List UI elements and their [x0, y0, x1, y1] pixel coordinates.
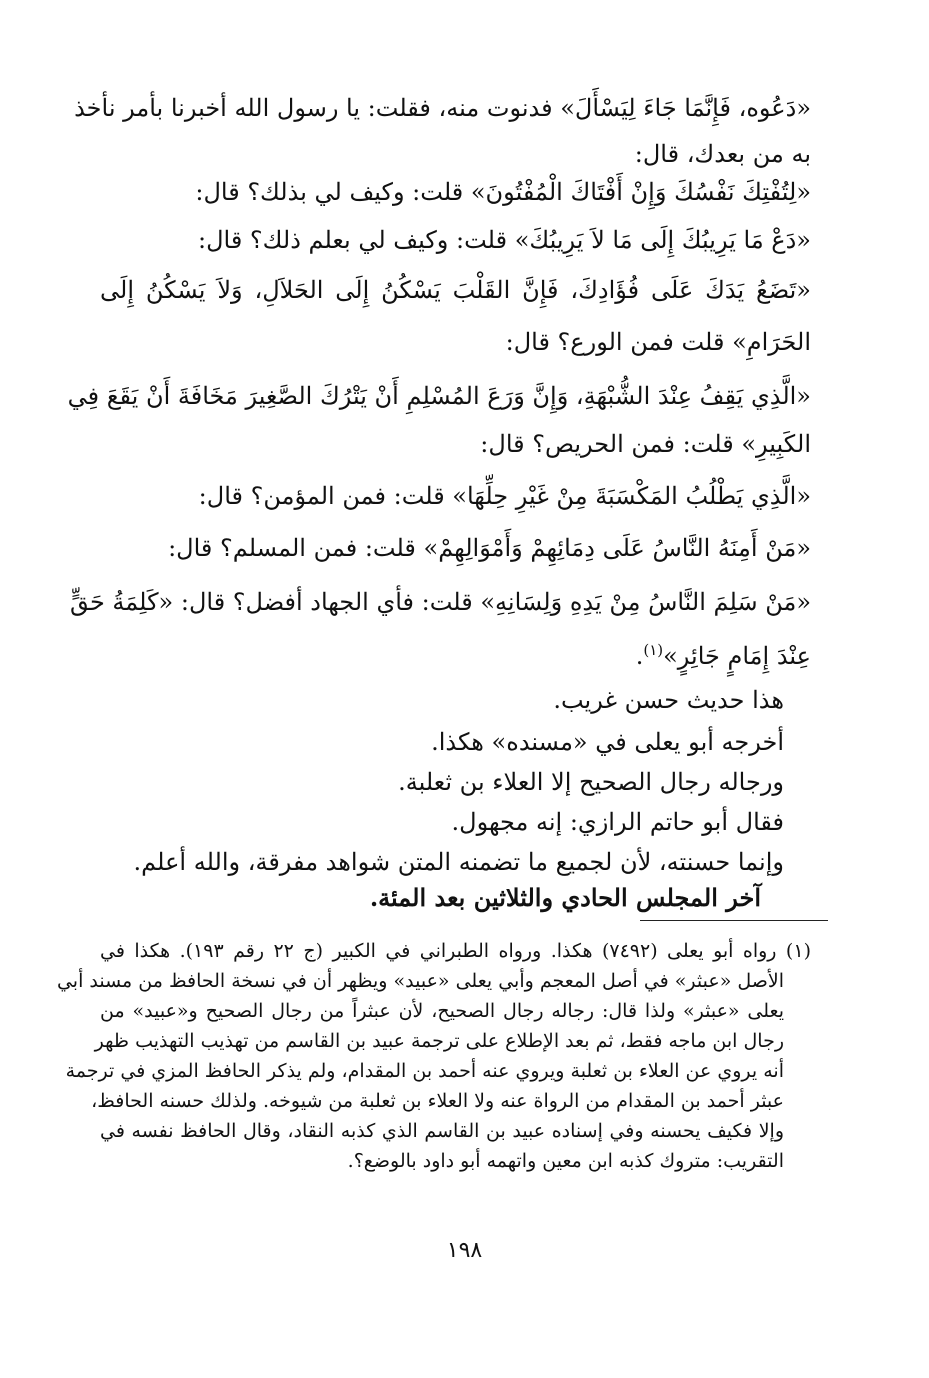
body-line: «دَعُوه، فَإِنَّمَا جَاءَ لِيَسْأَلَ» فدنوت منه، فقلت: يا رسول الله أخبرنا بأمر نأخذ	[74, 94, 811, 122]
body-line-with-footnote-ref	[636, 632, 811, 674]
footnote-ref: (١)	[643, 641, 664, 659]
closing-heading: آخر المجلس الحادي والثلاثين بعد المئة.	[369, 883, 761, 912]
footnote-line: الأصل «عبثر» في أصل المعجم وأبي يعلى «عبيد» ويظهر أن في نسخة الحافظ من مسند أبي	[56, 970, 784, 992]
footnote-line: رجال ابن ماجه فقط، ثم بعد الإطلاع على ترجمة عبيد بن القاسم من تهذيب التهذيب ظهر	[94, 1030, 784, 1052]
footnote-line: التقريب: متروك كذبه ابن معين واتهمه أبو داود بالوضع؟.	[347, 1150, 784, 1172]
body-line: ورجاله رجال الصحيح إلا العلاء بن ثعلبة.	[398, 768, 784, 796]
footnote-separator	[640, 920, 828, 921]
footnote-line: أنه يروي عن العلاء بن ثعلبة ويروي عنه أحمد بن المقدام، ولم يذكر الحافظ المزي في ترجمة	[65, 1060, 784, 1082]
body-line: «الَّذِي يَقِفُ عِنْدَ الشُّبْهَةِ، وَإِنَّ وَرَعَ المُسْلِمِ أَنْ يَتْرُكَ الصَّغِيرَ مَخَافَةَ أَنْ يَقَعَ فِي	[67, 382, 811, 410]
body-line: به من بعدك، قال:	[634, 140, 811, 168]
body-line: «الَّذِي يَطْلُبُ المَكْسَبَةَ مِنْ غَيْرِ حِلِّهَا» قلت: فمن المؤمن؟ قال:	[198, 482, 811, 510]
footnote-line: عبثر أحمد بن المقدام من الرواة عنه ولا العلاء بن ثعلبة من شيوخه. ولذلك حسنه الحافظ،	[91, 1090, 784, 1112]
body-line: أخرجه أبو يعلى في «مسنده» هكذا.	[431, 728, 784, 756]
footnote-line: وإلا فكيف يحسنه وفي إسناده عبيد بن القاسم الذي كذبه النقاد، وقال الحافظ نفسه في	[100, 1120, 784, 1142]
page-number: ١٩٨	[446, 1238, 483, 1263]
body-line: «مَنْ سَلِمَ النَّاسُ مِنْ يَدِهِ وَلِسَانِهِ» قلت: فأي الجهاد أفضل؟ قال: «كَلِمَةُ حَقٍّ	[69, 588, 811, 616]
body-text: عِنْدَ إِمَامٍ جَائِرٍ»	[663, 642, 811, 670]
body-line: «تَضَعُ يَدَكَ عَلَى فُؤَادِكَ، فَإِنَّ القَلْبَ يَسْكُنُ إِلَى الحَلاَلِ، وَلاَ يَسْكُنُ إِلَى	[100, 276, 811, 304]
body-line: «لِتُفْتِكَ نَفْسُكَ وَإِنْ أَفْتَاكَ الْمُفْتُونَ» قلت: وكيف لي بذلك؟ قال:	[195, 178, 811, 206]
body-line: «دَعْ مَا يَرِيبُكَ إِلَى مَا لاَ يَرِيبُكَ» قلت: وكيف لي بعلم ذلك؟ قال:	[197, 226, 811, 254]
body-line: وإنما حسنته، لأن لجميع ما تضمنه المتن شواهد مفرقة، والله أعلم.	[133, 848, 784, 876]
body-line: هذا حديث حسن غريب.	[553, 686, 784, 714]
body-line: الكَبِيرِ» قلت: فمن الحريص؟ قال:	[480, 430, 811, 458]
footnote-line: (١) رواه أبو يعلى (٧٤٩٢) هكذا. ورواه الطبراني في الكبير (ج ٢٢ رقم ١٩٣). هكذا في	[100, 940, 811, 962]
body-line: فقال أبو حاتم الرازي: إنه مجهول.	[451, 808, 784, 836]
body-line: «مَنْ أَمِنَهُ النَّاسُ عَلَى دِمَائِهِمْ وَأَمْوَالِهِمْ» قلت: فمن المسلم؟ قال:	[168, 534, 811, 562]
footnote-line: يعلى «عبثر» ولذا قال: رجاله رجال الصحيح، لأن عبثراً من رجال الصحيح و«عبيد» من	[100, 1000, 784, 1022]
sentence-period: .	[635, 642, 644, 670]
body-line: الحَرَامِ» قلت فمن الورع؟ قال:	[505, 328, 811, 356]
